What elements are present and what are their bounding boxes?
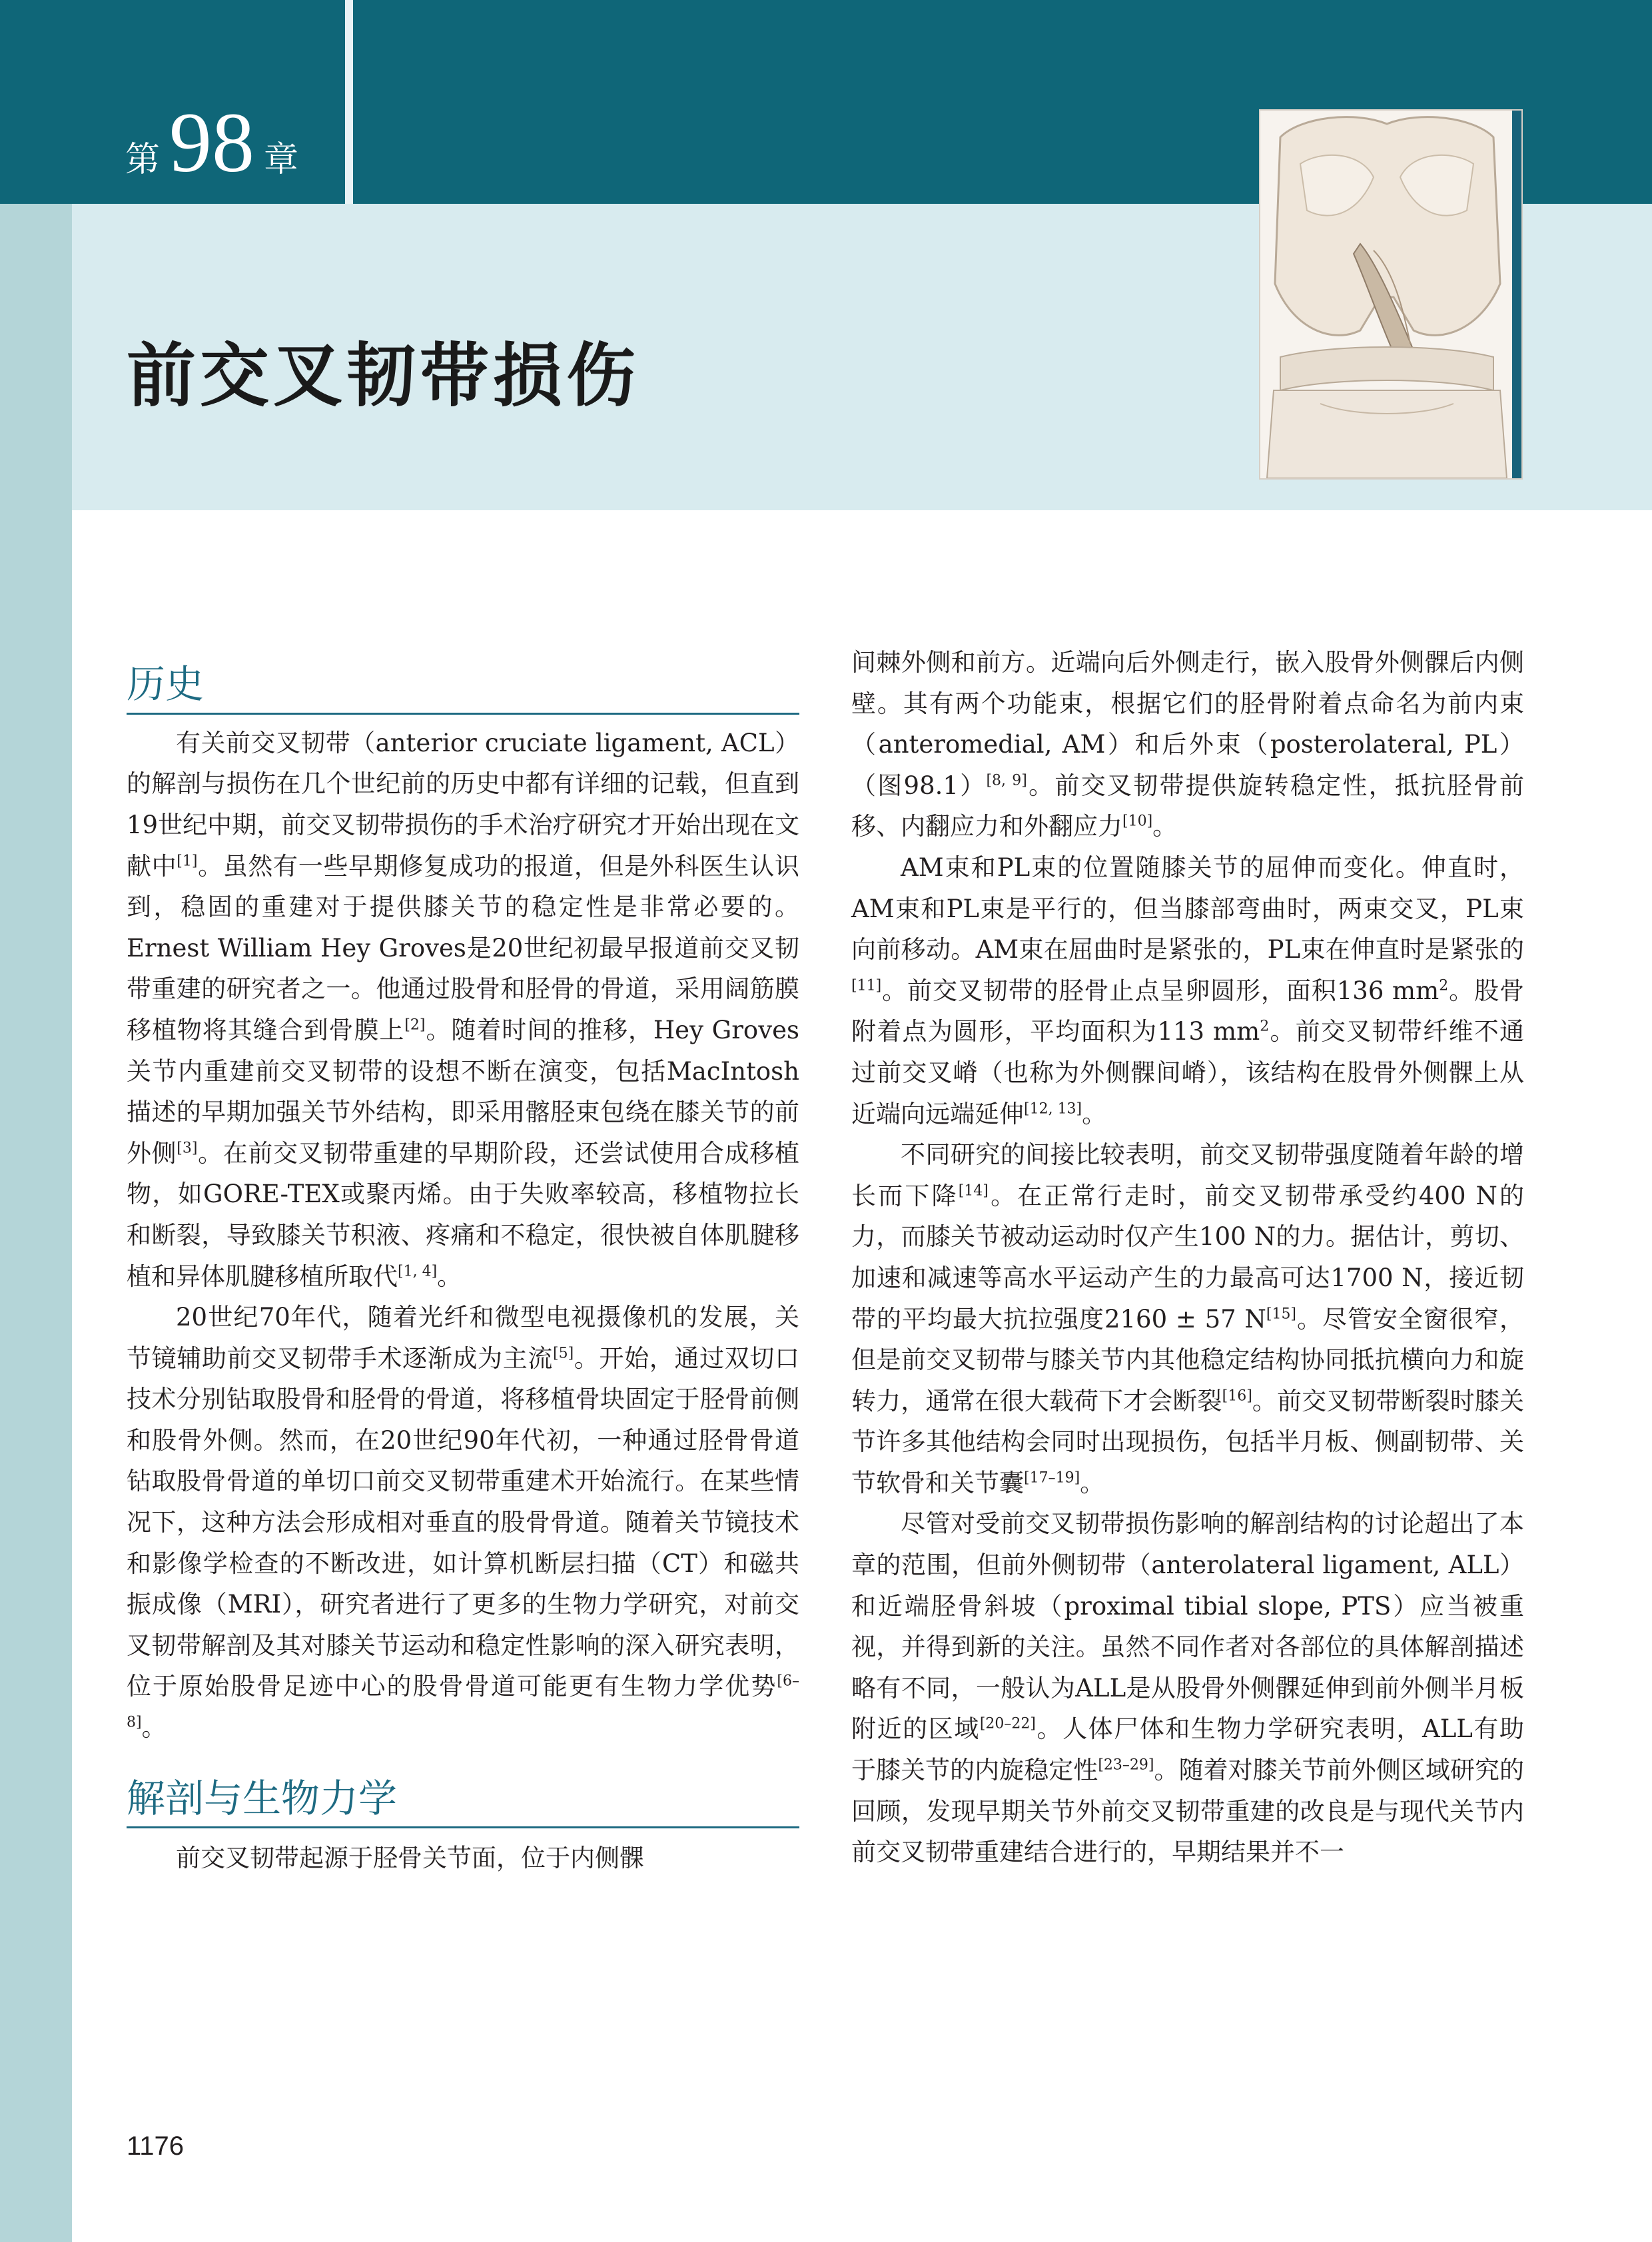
citation[interactable]: [23–29] (1098, 1756, 1154, 1774)
citation[interactable]: [1] (177, 853, 198, 870)
superscript: 2 (1260, 1018, 1270, 1036)
citation[interactable]: [10] (1122, 813, 1153, 831)
chapter-title: 前交叉韧带损伤 (127, 334, 640, 416)
chapter-suffix: 章 (264, 140, 299, 180)
left-margin-strip (0, 204, 72, 2242)
left-column (127, 639, 799, 1879)
citation[interactable]: [2] (404, 1016, 426, 1034)
citation[interactable]: [11] (851, 977, 882, 994)
history-paragraph-2: 20世纪70年代，随着光纤和微型电视摄像机的发展，关节镜辅助前交叉韧带手术逐渐成为主流[5]。开始，通过双切口技术分别钻取股骨和胫骨的骨道，将移植骨块固定于胫骨前侧和股骨外侧。然而，在20世纪90年代初，一种通过胫骨骨道钻取股骨骨道的单切口前交叉韧带重建术开始流行。在某些情况下，这种方法会形成相对垂直的股骨骨道。随着关节镜技术和影像学检查的不断改进，如计算机断层扫描（CT）和磁共振成像（MRI），研究者进行了更多的生物力学研究，对前交叉韧带解剖及其对膝关节运动和稳定性影响的深入研究表明，位于原始股骨足迹中心的股骨骨道可能更有生物力学优势[6–8]。 (127, 1303, 800, 1742)
knee-anatomy-image (1260, 111, 1515, 478)
citation[interactable]: [20–22] (979, 1716, 1036, 1733)
anatomy-paragraph-4: 尽管对受前交叉韧带损伤影响的解剖结构的讨论超出了本章的范围，但前外侧韧带（anterolateral ligament, ALL）和近端胫骨斜坡（proximal tibial slope, PTS）应当被重视，并得到新的关注。虽然不同作者对各部位的具体解剖描述略有不同，一般认为ALL是从股骨外侧髁延伸到前外侧半月板附近的区域[20–22]。人体尸体和生物力学研究表明，ALL有助于膝关节的内旋稳定性[23–29]。随着对膝关节前外侧区域研究的回顾，发现早期关节外前交叉韧带重建的改良是与现代关节内前交叉韧带重建结合进行的，早期结果并不一 (851, 1509, 1525, 1867)
chapter-label (125, 95, 299, 190)
chapter-prefix: 第 (125, 140, 161, 180)
figure-accent-bar (1512, 111, 1521, 478)
chapter-number: 98 (169, 95, 255, 190)
knee-illustration (1259, 109, 1523, 480)
right-column (851, 642, 1524, 1873)
citation[interactable]: [14] (958, 1182, 989, 1200)
citation[interactable]: [8, 9] (986, 772, 1027, 789)
section-heading-history: 历史 (127, 663, 799, 715)
anatomy-paragraph-3: 不同研究的间接比较表明，前交叉韧带强度随着年龄的增长而下降[14]。在正常行走时，前交叉韧带承受约400 N的力，而膝关节被动运动时仅产生100 N的力。据估计，剪切、加速和减速等高水平运动产生的力最高可达1700 N，接近韧带的平均最大抗拉强度2160 ± 57 N[15]。尽管安全窗很窄，但是前交叉韧带与膝关节内其他稳定结构协同抵抗横向力和旋转力，通常在很大载荷下才会断裂[16]。前交叉韧带断裂时膝关节许多其他结构会同时出现损伤，包括半月板、侧副韧带、关节软骨和关节囊[17–19]。 (851, 1140, 1525, 1497)
anatomy-paragraph-1-continued: 间棘外侧和前方。近端向后外侧走行，嵌入股骨外侧髁后内侧壁。其有两个功能束，根据它们的胫骨附着点命名为前内束（anteromedial, AM）和后外束（posterolateral, PL）（图98.1）[8, 9]。前交叉韧带提供旋转稳定性，抵抗胫骨前移、内翻应力和外翻应力[10]。 (851, 648, 1524, 841)
superscript: 2 (1439, 977, 1449, 994)
citation[interactable]: [17–19] (1024, 1469, 1080, 1487)
page-number: 1176 (127, 2131, 185, 2161)
anatomy-paragraph-2: AM束和PL束的位置随膝关节的屈伸而变化。伸直时，AM束和PL束是平行的，但当膝部弯曲时，两束交叉，PL束向前移动。AM束在屈曲时是紧张的，PL束在伸直时是紧张的[11]。前交叉韧带的胫骨止点呈卵圆形，面积136 $mm^2$。股骨附着点为圆形，平均面积为113 $mm^2$。前交叉韧带纤维不通过前交叉嵴（也称为外侧髁间嵴），该结构在股骨外侧髁上从近端向远端延伸[12, 13]。 (851, 853, 1525, 1128)
citation[interactable]: [3] (177, 1140, 198, 1157)
section-heading-anatomy: 解剖与生物力学 (127, 1778, 799, 1829)
chapter-box (0, 0, 353, 204)
citation[interactable]: [1, 4] (398, 1263, 438, 1280)
citation[interactable]: [6–8] (127, 1673, 799, 1731)
citation[interactable]: [15] (1266, 1306, 1297, 1323)
history-paragraph-1: 有关前交叉韧带（anterior cruciate ligament, ACL）的解剖与损伤在几个世纪前的历史中都有详细的记载，但直到19世纪中期，前交叉韧带损伤的手术治疗研究才开始出现在文献中[1]。虽然有一些早期修复成功的报道，但是外科医生认识到，稳固的重建对于提供膝关节的稳定性是非常必要的。Ernest William Hey Groves是20世纪初最早报道前交叉韧带重建的研究者之一。他通过股骨和胫骨的骨道，采用阔筋膜移植物将其缝合到骨膜上[2]。随着时间的推移，Hey Groves关节内重建前交叉韧带的设想不断在演变，包括MacIntosh描述的早期加强关节外结构，即采用髂胫束包绕在膝关节的前外侧[3]。在前交叉韧带重建的早期阶段，还尝试使用合成移植物，如GORE-TEX或聚丙烯。由于失败率较高，移植物拉长和断裂，导致膝关节积液、疼痛和不稳定，很快被自体肌腱移植和异体肌腱移植所取代[1, 4]。 (127, 728, 800, 1291)
citation[interactable]: [16] (1222, 1387, 1252, 1405)
citation[interactable]: [12, 13] (1024, 1100, 1082, 1118)
citation[interactable]: [5] (553, 1345, 574, 1362)
anatomy-paragraph-1-start: 前交叉韧带起源于胫骨关节面，位于内侧髁 (176, 1844, 644, 1873)
